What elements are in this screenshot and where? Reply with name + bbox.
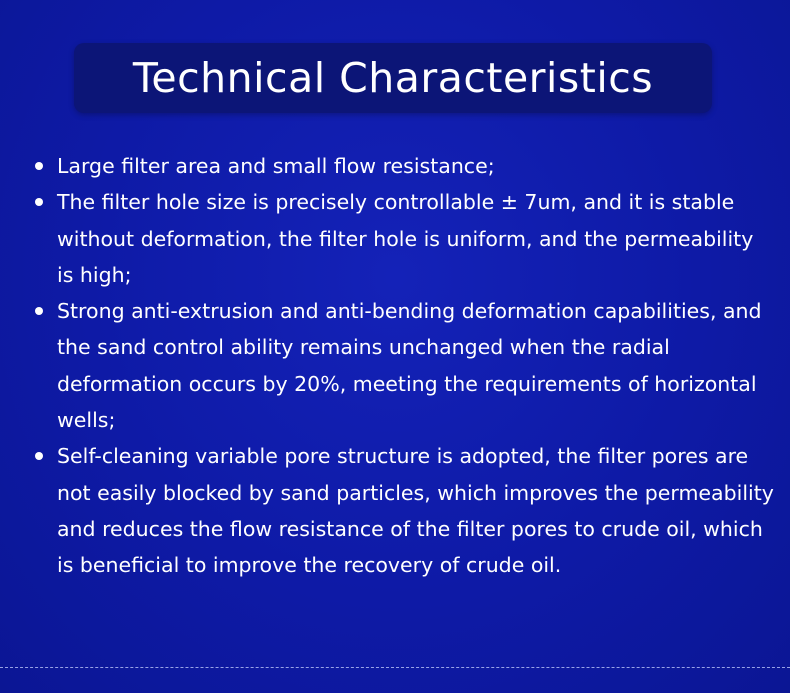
list-item-text: Large filter area and small flow resistance; [57,154,495,178]
title-banner [74,43,712,113]
bullet-icon [35,452,43,460]
list-item [34,184,774,293]
dashed-divider [0,667,790,668]
bullet-icon [35,307,43,315]
bullet-icon [35,198,43,206]
list-item [34,293,774,438]
list-item-text: Strong anti-extrusion and anti-bending deformation capabilities, and the sand control ability remains unchanged when the radial deformation occurs by 20%, meeting the requirements of horizontal wells; [57,299,762,433]
list-item-text: Self-cleaning variable pore structure is adopted, the filter pores are not easily blocked by sand particles, which improves the permeability and reduces the flow resistance of the filter pores to crude oil, which is beneficial to improve the recovery of crude oil. [57,444,774,578]
bullet-icon [35,162,43,170]
characteristics-list [34,148,774,584]
list-item-text: The filter hole size is precisely controllable ± 7um, and it is stable without deformation, the filter hole is uniform, and the permeability is high; [57,190,754,287]
list-item [34,148,774,184]
page-title: Technical Characteristics [132,54,654,102]
list-item [34,438,774,583]
